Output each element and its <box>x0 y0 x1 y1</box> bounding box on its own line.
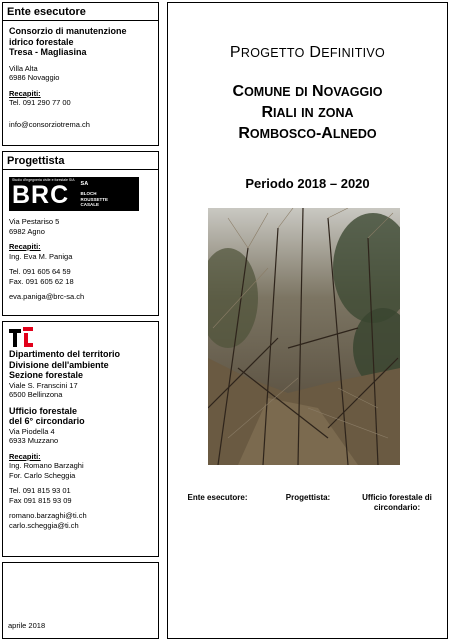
dipartimento-email[interactable]: carlo.scheggia@ti.ch <box>9 520 79 530</box>
brc-logo-tagline: Studio d'ingegneria civile e forestale SIA <box>12 178 75 182</box>
ente-name-line: idrico forestale <box>9 36 74 47</box>
progettista-panel <box>2 151 159 316</box>
cover-photo <box>208 208 400 465</box>
dipartimento-address-line: 6500 Bellinzona <box>9 390 63 399</box>
ente-address-line: Villa Alta <box>9 63 38 73</box>
dipartimento-address-line: Viale S. Franscini 17 <box>9 380 78 390</box>
document-date: aprile 2018 <box>8 620 46 630</box>
rombosco-title-text: ROMBOSCO-ALNEDO <box>238 125 377 142</box>
riali-title-text: RIALI IN ZONA <box>261 104 354 121</box>
rombosco-title <box>168 125 447 143</box>
progettista-address-line: 6982 Agno <box>9 226 45 236</box>
brc-logo-sa: SA <box>80 181 89 187</box>
riali-title <box>168 104 447 122</box>
ente-recapiti-label: Recapiti: <box>9 88 41 98</box>
ente-phone: Tel. 091 290 77 00 <box>9 98 71 107</box>
ente-email[interactable]: info@consorziotrema.ch <box>9 119 90 129</box>
ufficio-title-line: Ufficio forestale <box>9 405 78 416</box>
ufficio-address-line: 6933 Muzzano <box>9 436 59 445</box>
progettista-recapiti-label: Recapiti: <box>9 242 41 251</box>
dipartimento-title-line: Sezione forestale <box>9 370 84 380</box>
dipartimento-email[interactable]: romano.barzaghi@ti.ch <box>9 511 87 520</box>
brc-logo-name: CASALE <box>80 202 100 207</box>
signature-progettista-label: Progettista: <box>285 493 331 502</box>
dipartimento-title-line: Divisione dell'ambiente <box>9 359 109 370</box>
dipartimento-panel <box>2 321 159 557</box>
date-panel <box>2 562 159 639</box>
progettista-header: Progettista <box>3 152 158 170</box>
dipartimento-title-line: Dipartimento del territorio <box>9 349 121 359</box>
ente-name-line: Tresa - Magliasina <box>9 47 87 57</box>
comune-title <box>168 83 447 101</box>
signature-ente-label: Ente esecutore: <box>187 493 248 502</box>
signature-ufficio-label: Ufficio forestale di circondario: <box>362 493 432 512</box>
dipartimento-fax: Fax 091 815 93 09 <box>9 495 72 505</box>
brc-logo <box>9 177 139 211</box>
ente-esecutore-header: Ente esecutore <box>3 3 158 21</box>
comune-title-text: COMUNE DI NOVAGGIO <box>232 83 383 100</box>
ufficio-address-line: Via Piodella 4 <box>9 426 55 436</box>
progettista-email[interactable]: eva.paniga@brc-sa.ch <box>9 292 85 301</box>
periodo-label: Periodo 2018 – 2020 <box>245 176 370 191</box>
dipartimento-recapiti-label: Recapiti: <box>9 451 41 461</box>
progettista-address-line: Via Pestariso 5 <box>9 217 60 226</box>
dipartimento-contact: Ing. Romano Barzaghi <box>9 461 84 470</box>
progettista-contact: Ing. Eva M. Paniga <box>9 251 73 261</box>
brc-logo-word: BRC <box>12 181 70 209</box>
cover-panel <box>167 2 448 639</box>
project-title-text: PROGETTO DEFINITIVO <box>229 44 386 61</box>
project-title <box>168 44 447 62</box>
dipartimento-phone: Tel. 091 815 93 01 <box>9 486 71 495</box>
brc-logo-name: ROUSSETTE <box>80 196 109 202</box>
progettista-phone: Tel. 091 605 64 59 <box>9 267 71 276</box>
ti-logo <box>9 327 35 349</box>
ente-address-line: 6986 Novaggio <box>9 73 60 82</box>
ente-esecutore-panel <box>2 2 159 146</box>
brc-logo-name: BLOCH <box>80 191 97 196</box>
ufficio-title-line: del 6° circondario <box>9 416 85 426</box>
progettista-fax: Fax. 091 605 62 18 <box>9 276 74 286</box>
dipartimento-contact: For. Carlo Scheggia <box>9 470 76 480</box>
ente-name-line: Consorzio di manutenzione <box>9 26 127 36</box>
